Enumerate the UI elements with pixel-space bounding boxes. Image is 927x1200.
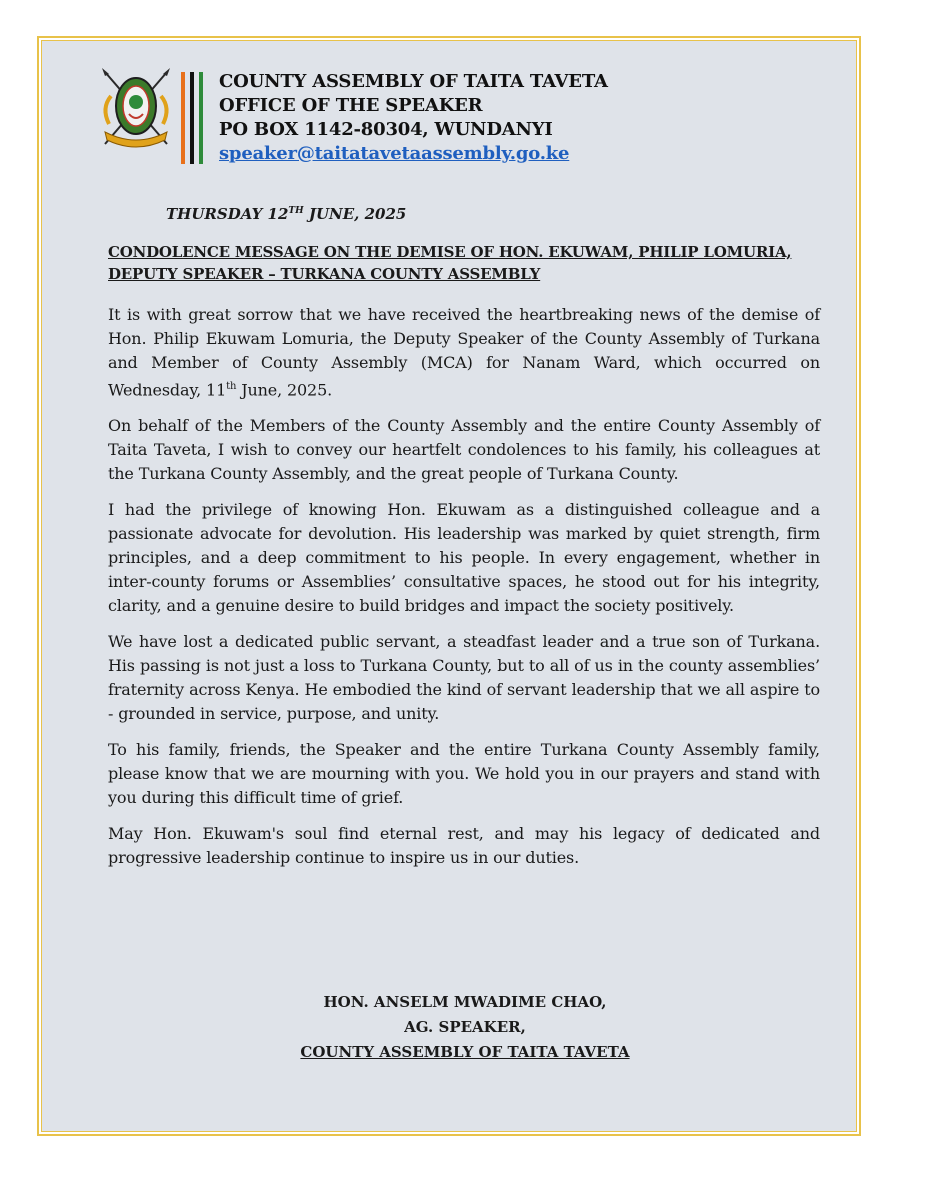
signatory-name: HON. ANSELM MWADIME CHAO, (323, 993, 607, 1011)
subject-line-1: CONDOLENCE MESSAGE ON THE DEMISE OF HON. EKUWAM, PHILIP LOMURIA, (108, 243, 792, 261)
speaker-email-link[interactable]: speaker@taitatavetaassembly.go.ke (219, 143, 570, 164)
signatory-title: AG. SPEAKER, (404, 1018, 526, 1036)
paragraph-6: May Hon. Ekuwam's soul find eternal rest, and may his legacy of dedicated and progressive leadership continue to inspire us in our duties. (108, 824, 820, 868)
county-coat-of-arms-icon (97, 66, 175, 148)
paragraph-3: I had the privilege of knowing Hon. Ekuwam as a distinguished colleague and a passionate advocate for devolution. His leadership was marked by quiet strength, firm principles, and a deep commitment to his people. In every engagement, whether in inter-county forums or Assemblies’ consultative spaces, he stood out for his integrity, clarity, and a genuine desire to build bridges and impact the society positively. (108, 500, 820, 616)
paragraph-1: It is with great sorrow that we have received the heartbreaking news of the demise of Hon. Philip Ekuwam Lomuria, the Deputy Speaker of the County Assembly of Turkana and Member of County Assembly (MCA) for Nanam Ward, which occurred on Wednesday, 11th June, 2025. (108, 305, 820, 400)
paragraph-4: We have lost a dedicated public servant, a steadfast leader and a true son of Turkana. His passing is not just a loss to Turkana County, but to all of us in the county assemblies’ fraternity across Kenya. He embodied the kind of servant leadership that we all aspire to - grounded in service, purpose, and unity. (108, 632, 820, 724)
paragraph-2: On behalf of the Members of the County Assembly and the entire County Assembly of Taita Taveta, I wish to convey our heartfelt condolences to his family, his colleagues at the Turkana County Assembly, and the great people of Turkana County. (108, 416, 820, 484)
letter-body (108, 303, 820, 882)
signature-block (300, 990, 630, 1065)
signatory-organization: COUNTY ASSEMBLY OF TAITA TAVETA (300, 1043, 630, 1061)
letter-subject (108, 241, 828, 285)
paragraph-5: To his family, friends, the Speaker and the entire Turkana County Assembly family, please know that we are mourning with you. We hold you in our prayers and stand with you during this difficult time of grief. (108, 740, 820, 808)
letter-date: THURSDAY 12TH JUNE, 2025 (166, 205, 407, 223)
letterhead-address: PO BOX 1142-80304, WUNDANYI (219, 119, 553, 140)
subject-line-2: DEPUTY SPEAKER – TURKANA COUNTY ASSEMBLY (108, 265, 541, 283)
letterhead-office: OFFICE OF THE SPEAKER (219, 95, 483, 116)
letterhead (219, 70, 608, 166)
county-color-stripes (181, 72, 203, 164)
letterhead-assembly-name: COUNTY ASSEMBLY OF TAITA TAVETA (219, 71, 608, 92)
